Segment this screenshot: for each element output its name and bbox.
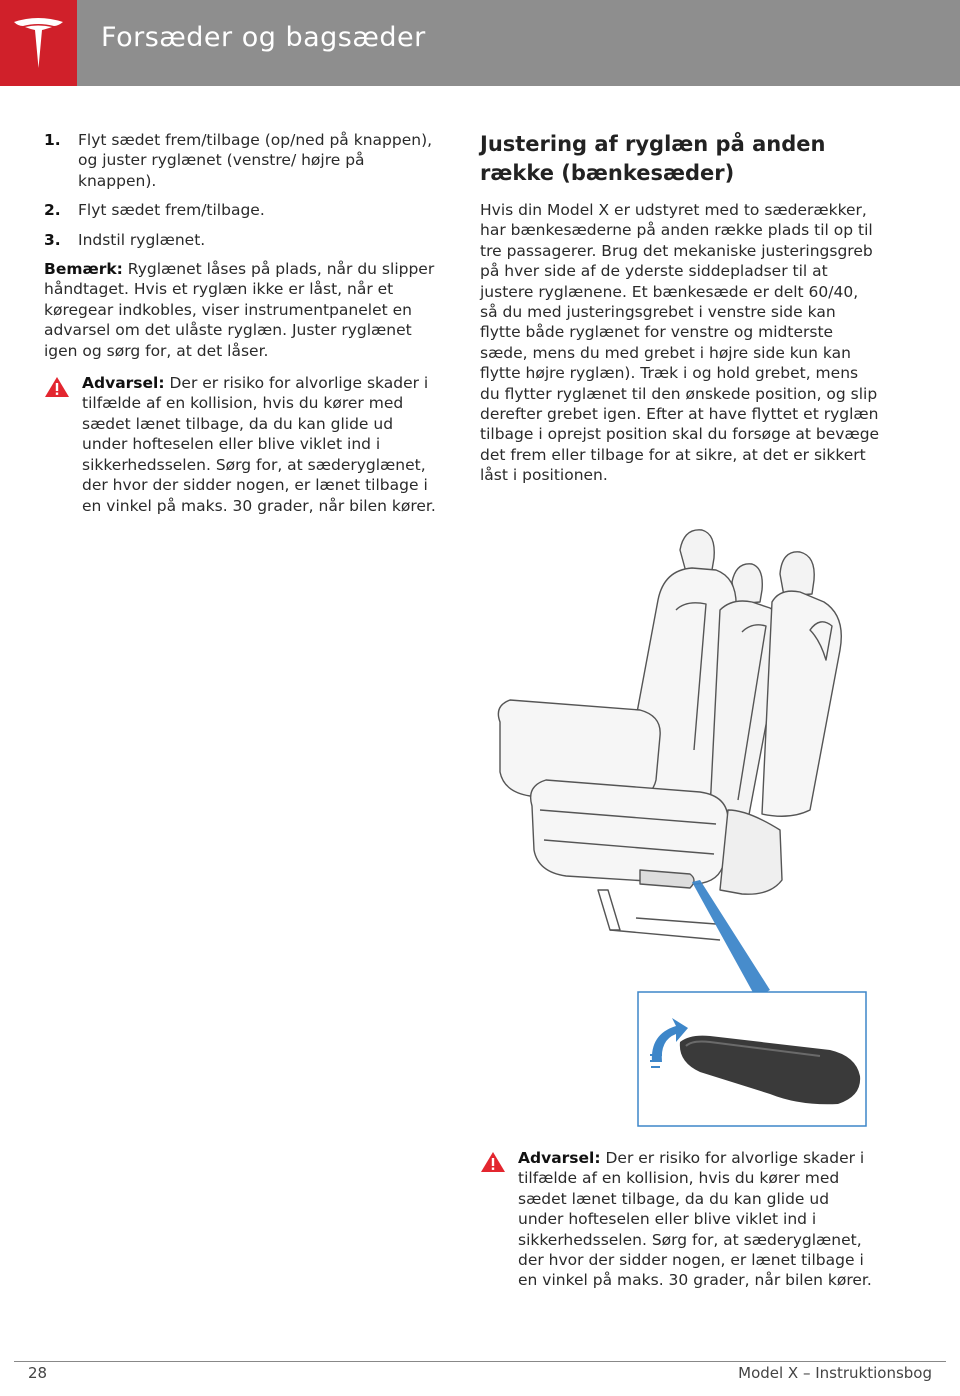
- left-column: [44, 130, 440, 516]
- warning-block: [480, 1148, 876, 1291]
- warning-text: Der er risiko for alvorlige skader i tilfælde af en kollision, hvis du kører med sædet lænet tilbage, da du kan glide ud under hofteselen eller blive viklet ind i sikkerhedsselen. Sørg for, at sæderyglænet, der hvor der sidder nogen, er lænet tilbage i en vinkel på maks. 30 grader, når bilen kører.: [82, 374, 436, 515]
- note-paragraph: [44, 259, 440, 361]
- warning-label: Advarsel:: [518, 1149, 601, 1167]
- warning-triangle-icon: [44, 376, 70, 398]
- warning-block-right: [480, 1148, 876, 1291]
- warning-block: [44, 373, 440, 516]
- note-label: Bemærk:: [44, 260, 123, 279]
- bench-seat-drawing: [480, 510, 880, 1130]
- list-item: [44, 130, 440, 191]
- list-item: [44, 200, 440, 220]
- step-text: Indstil ryglænet.: [78, 230, 206, 249]
- page-number: 28: [28, 1364, 48, 1382]
- note-text: Ryglænet låses på plads, når du slipper håndtaget. Hvis et ryglæn ikke er låst, når et køregear indkobles, viser instrumentpanelet en advarsel om det ulåste ryglæn. Juster ryglænet igen og sørg for, at det låser.: [44, 260, 435, 360]
- list-item: [44, 230, 440, 250]
- step-number: 3.: [44, 230, 61, 249]
- warning-label: Advarsel:: [82, 374, 165, 393]
- document-title: Model X – Instruktionsbog: [738, 1364, 932, 1382]
- step-text: Flyt sædet frem/tilbage (op/ned på knappen), og juster ryglænet (venstre/ højre på knappen).: [78, 131, 433, 190]
- tesla-logo: [12, 16, 65, 70]
- step-number: 1.: [44, 131, 61, 149]
- right-column: [480, 130, 880, 498]
- brand-logo-box: [0, 0, 77, 86]
- page-header: [0, 0, 960, 86]
- step-text: Flyt sædet frem/tilbage.: [78, 201, 265, 220]
- page-title: Forsæder og bagsæder: [101, 22, 426, 53]
- warning-text: Der er risiko for alvorlige skader i tilfælde af en kollision, hvis du kører med sædet lænet tilbage, da du kan glide ud under hofteselen eller blive viklet ind i sikkerhedsselen. Sørg for, at sæderyglænet, der hvor der sidder nogen, er lænet tilbage i en vinkel på maks. 30 grader, når bilen kører.: [518, 1149, 872, 1290]
- step-list: [44, 130, 440, 250]
- body-paragraph: Hvis din Model X er udstyret med to sæderækker, har bænkesæderne på anden række plads til op til tre passagerer. Brug det mekaniske justeringsgreb på hver side af de yderste siddepladser til at justere ryglænene. Et bænkesæde er delt 60/40, så du med justeringsgrebet i venstre side kan flytte både ryglænet for venstre og midterste sæde, mens du med grebet i højre side kun kan flytte højre ryglæn). Træk i og hold grebet, mens du flytter ryglænet til den ønskede position, og slip derefter grebet igen. Efter at have flyttet et ryglæn tilbage i oprejst position skal du forsøge at bevæge det frem eller tilbage for at sikre, at det er sikkert låst i positionen.: [480, 201, 880, 485]
- section-heading: Justering af ryglæn på anden række (bænkesæder): [480, 132, 826, 185]
- step-number: 2.: [44, 201, 61, 220]
- footer-divider: [14, 1361, 946, 1362]
- seat-illustration: [480, 510, 880, 1130]
- warning-triangle-icon: [480, 1151, 506, 1173]
